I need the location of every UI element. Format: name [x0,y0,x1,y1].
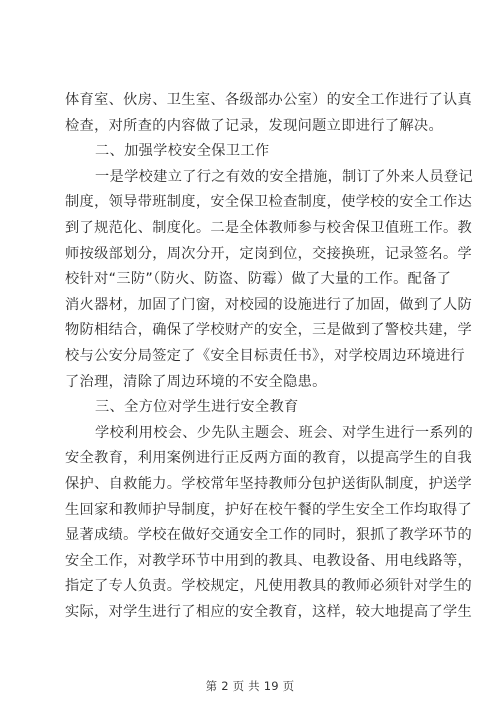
body-text [65,88,473,625]
section-heading: 二、加强学校安全保卫工作 [95,143,270,160]
paragraph-line: 检查，对所查的内容做了记录，发现问题立即进行了解决。 [65,117,443,134]
paragraph-line: 学校利用校会、少先队主题会、班会、对学生进行一系列的 [95,424,473,441]
section-heading: 三、全方位对学生进行安全教育 [95,399,299,416]
paragraph-line: 体育室、伙房、卫生室、各级部办公室）的安全工作进行了认真 [65,92,473,108]
paragraph-line: 到了规范化、制度化。二是全体教师参与校舍保卫值班工作。教 [65,219,473,236]
paragraph-line: 了治理，清除了周边环境的不安全隐患。 [65,373,327,390]
paragraph-line: 校针对“三防”（防火、防盗、防霉）做了大量的工作。配备了 [65,271,452,288]
paragraph-line: 安全工作，对教学环节中用到的教具、电教设备、用电线路等， [65,552,473,569]
paragraph-line: 指定了专人负责。学校规定，凡使用教具的教师必须针对学生的 [65,578,473,595]
paragraph-line: 校与公安分局签定了《安全目标责任书》，对学校周边环境进行 [65,347,465,364]
paragraph-line: 师按级部划分，周次分开，定岗到位，交接换班，记录签名。学 [65,245,473,262]
paragraph-line: 安全教育，利用案例进行正反两方面的教育，以提高学生的自我 [65,450,473,467]
paragraph-line: 显著成绩。学校在做好交通安全工作的同时，狠抓了教学环节的 [65,527,473,544]
paragraph-line: 实际，对学生进行了相应的安全教育，这样，较大地提高了学生 [65,603,473,620]
paragraph-line: 物防相结合，确保了学校财产的安全，三是做到了警校共建，学 [65,322,473,339]
paragraph-line: 一是学校建立了行之有效的安全措施，制订了外来人员登记 [95,168,473,185]
page-number-footer: 第 2 页 共 19 页 [205,679,295,693]
paragraph-line: 消火器材，加固了门窗，对校园的设施进行了加固，做到了人防 [65,296,473,313]
paragraph-line: 保护、自救能力。学校常年坚持教师分包护送街队制度，护送学 [65,475,473,492]
paragraph-line: 制度，领导带班制度，安全保卫检查制度，使学校的安全工作达 [65,194,473,211]
paragraph-line: 生回家和教师护导制度，护好在校午餐的学生安全工作均取得了 [65,501,473,518]
